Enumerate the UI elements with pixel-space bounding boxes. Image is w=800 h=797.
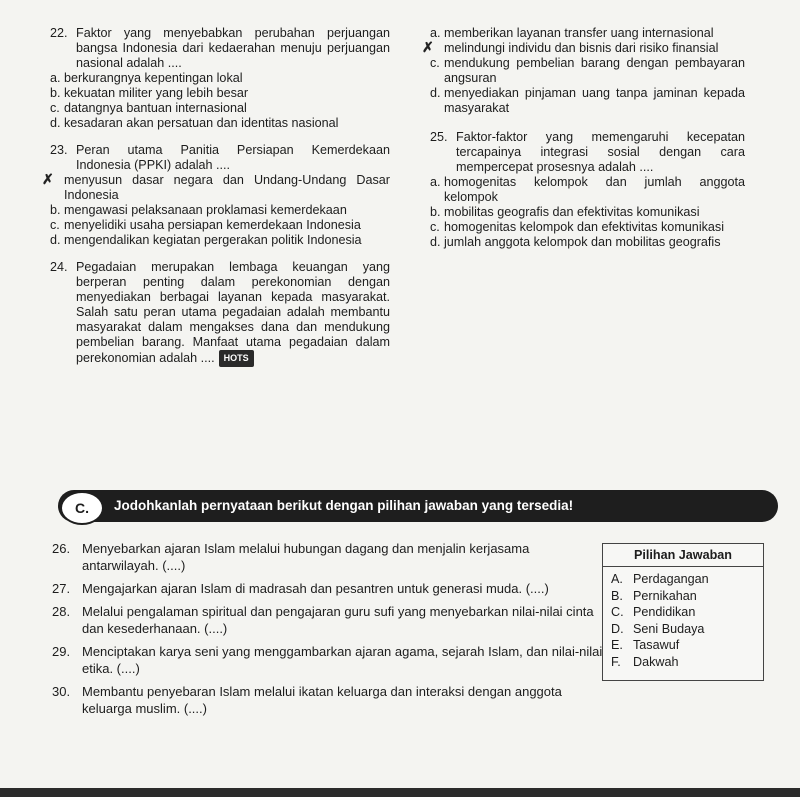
section-letter: C. (60, 491, 104, 525)
answer-list (603, 567, 763, 670)
question-number: 22. (50, 26, 68, 40)
question-number: 25. (430, 130, 448, 144)
matching-item: 30. Membantu penyebaran Islam melalui ikatan keluarga dan interaksi dengan anggota keluarga muslim. (....) (52, 684, 562, 716)
option[interactable]: a. memberikan layanan transfer uang internasional (430, 26, 714, 40)
matching-item: 29. Menciptakan karya seni yang menggambarkan ajaran agama, sejarah Islam, dan nilai-nilai etika. (....) (52, 644, 603, 676)
answer-item: D. Seni Budaya (611, 621, 705, 636)
question-24 (50, 260, 390, 367)
answer-item: C. Pendidikan (611, 605, 696, 619)
question-22 (50, 26, 390, 131)
option[interactable]: ✗ menyusun dasar negara dan Undang-Undang Dasar Indonesia (42, 171, 390, 202)
answer-item: A. Perdagangan (611, 572, 709, 586)
question-23 (42, 143, 390, 248)
option[interactable]: c. menyelidiki usaha persiapan kemerdekaan Indonesia (50, 218, 361, 232)
answer-item: E. Tasawuf (611, 638, 680, 652)
answer-box-title: Pilihan Jawaban (603, 544, 763, 567)
question-text: Faktor yang menyebabkan perubahan perjuangan bangsa Indonesia dari kedaerahan menuju perjuangan nasional adalah .... (76, 26, 390, 70)
bottom-edge (0, 788, 800, 797)
question-text: Pegadaian merupakan lembaga keuangan yang berperan penting dalam perekonomian dengan menyediakan berbagai layanan kepada masyarakat. Salah satu peran utama pegadaian adalah membantu masyarakat dalam mengakses dana dan mendukung pembelian barang. Manfaat utama pegadaian dalam perekonomian adalah .... (76, 260, 390, 365)
question-text: Peran utama Panitia Persiapan Kemerdekaan Indonesia (PPKI) adalah .... (76, 143, 390, 172)
question-number: 24. (50, 260, 68, 274)
left-column (42, 26, 390, 373)
option[interactable]: d. menyediakan pinjaman uang tanpa jaminan kepada masyarakat (430, 86, 745, 115)
answer-item: F. Dakwah (611, 654, 679, 669)
option[interactable]: a. berkurangnya kepentingan lokal (50, 71, 243, 85)
option[interactable]: d. jumlah anggota kelompok dan mobilitas geografis (430, 235, 721, 249)
option[interactable]: a. homogenitas kelompok dan jumlah anggota kelompok (430, 175, 745, 204)
matching-item: 27. Mengajarkan ajaran Islam di madrasah dan pesantren untuk generasi muda. (....) (52, 581, 549, 596)
option[interactable]: c. datangnya bantuan internasional (50, 101, 247, 115)
section-title: Jodohkanlah pernyataan berikut dengan pilihan jawaban yang tersedia! (114, 498, 574, 513)
question-number: 23. (50, 143, 68, 157)
question-25 (430, 130, 745, 250)
matching-questions (52, 540, 612, 723)
option[interactable]: ✗ melindungi individu dan bisnis dari risiko finansial (422, 39, 719, 55)
cross-mark-icon: ✗ (42, 171, 54, 187)
option[interactable]: d. mengendalikan kegiatan pergerakan politik Indonesia (50, 233, 362, 247)
matching-item: 26. Menyebarkan ajaran Islam melalui hubungan dagang dan menjalin kerjasama antarwilayah. (....) (52, 541, 530, 573)
question-24-options (422, 26, 745, 116)
option[interactable]: b. kekuatan militer yang lebih besar (50, 86, 249, 100)
answer-choices-box (602, 543, 764, 681)
option[interactable]: b. mengawasi pelaksanaan proklamasi kemerdekaan (50, 203, 347, 217)
matching-item: 28. Melalui pengalaman spiritual dan pengajaran guru sufi yang menyebarkan nilai-nilai cinta dan kesederhanaan. (....) (52, 604, 594, 636)
option[interactable]: b. mobilitas geografis dan efektivitas komunikasi (430, 205, 700, 219)
option[interactable]: c. mendukung pembelian barang dengan pembayaran angsuran (430, 56, 745, 85)
answer-item: B. Pernikahan (611, 588, 697, 603)
hots-badge: HOTS (219, 350, 254, 367)
option[interactable]: c. homogenitas kelompok dan efektivitas komunikasi (430, 220, 725, 234)
cross-mark-icon: ✗ (422, 39, 434, 55)
option[interactable]: d. kesadaran akan persatuan dan identitas nasional (50, 116, 339, 130)
question-text: Faktor-faktor yang memengaruhi kecepatan tercapainya integrasi sosial dengan cara mempercepat prosesnya adalah .... (456, 130, 745, 174)
right-column (422, 26, 745, 256)
